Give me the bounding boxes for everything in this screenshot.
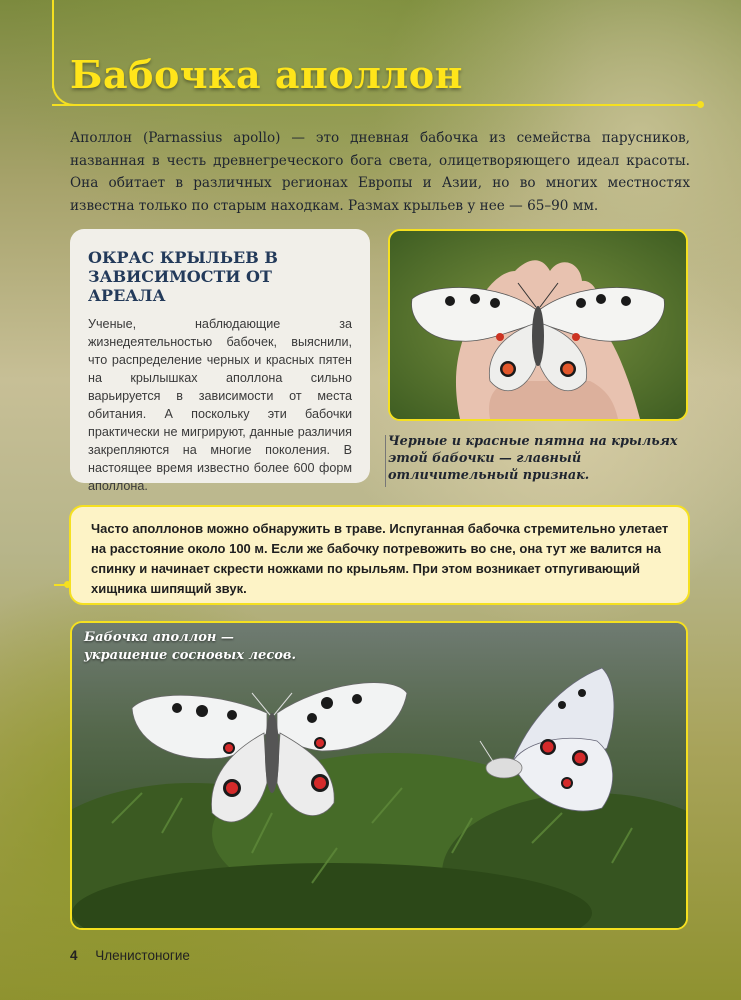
frame-dot xyxy=(697,101,704,108)
info-box xyxy=(70,229,370,493)
pine-photo-caption-line1: Бабочка аполлон — xyxy=(84,630,234,645)
butterfly-on-hand-illustration xyxy=(390,231,686,419)
caption-rule xyxy=(385,435,386,487)
butterfly-on-hand-photo xyxy=(388,229,688,421)
frame-line-left xyxy=(52,0,54,88)
butterflies-on-pine-illustration xyxy=(72,623,686,928)
butterflies-on-pine-photo xyxy=(70,621,688,930)
page-number: 4 xyxy=(70,948,78,963)
callout-connector-line xyxy=(54,584,66,586)
fact-callout-text: Часто аполлонов можно обнаружить в траве. Испуганная бабочка стремительно улетает на расстояние около 100 м. Если же бабочку потревожить во сне, она тут же валится на спинку и начинает скрести ножками по крыльям. При этом возникает отпугивающий хищника шипящий звук. xyxy=(91,521,669,596)
info-box-heading: ОКРАС КРЫЛЬЕВ В ЗАВИСИМОСТИ ОТ АРЕАЛА xyxy=(88,248,278,305)
page-title: Бабочка аполлон xyxy=(70,52,463,97)
pine-photo-caption-line2: украшение сосновых лесов. xyxy=(84,648,296,663)
page-footer xyxy=(70,948,190,963)
info-box-text: Ученые, наблюдающие за жизнедеятельностью бабочек, выяснили, что распределение черных и красных пятен на крылышках аполлона сильно варьируется в зависимости от места обитания. А поскольку эти бабочки практически не мигрируют, данные различия закрепляются на многие поколения. В настоящее время известно более 600 форм аполлона. xyxy=(88,317,352,493)
frame-line-bottom xyxy=(52,104,702,106)
hand-photo-caption: Черные и красные пятна на крыльях этой бабочки — главный отличительный признак. xyxy=(388,434,678,483)
section-title: Членистоногие xyxy=(95,948,190,963)
pine-photo-caption xyxy=(84,629,296,665)
fact-callout xyxy=(69,505,690,605)
intro-paragraph: Аполлон (Parnassius apollo) — это дневная бабочка из семейства парусников, названная в честь древнегреческого бога света, олицетворяющего идеал красоты. Она обитает в различных регионах Европы и Азии, но во многих местностях известна только по старым находкам. Размах крыльев у нее — 65–90 мм. xyxy=(70,130,690,214)
